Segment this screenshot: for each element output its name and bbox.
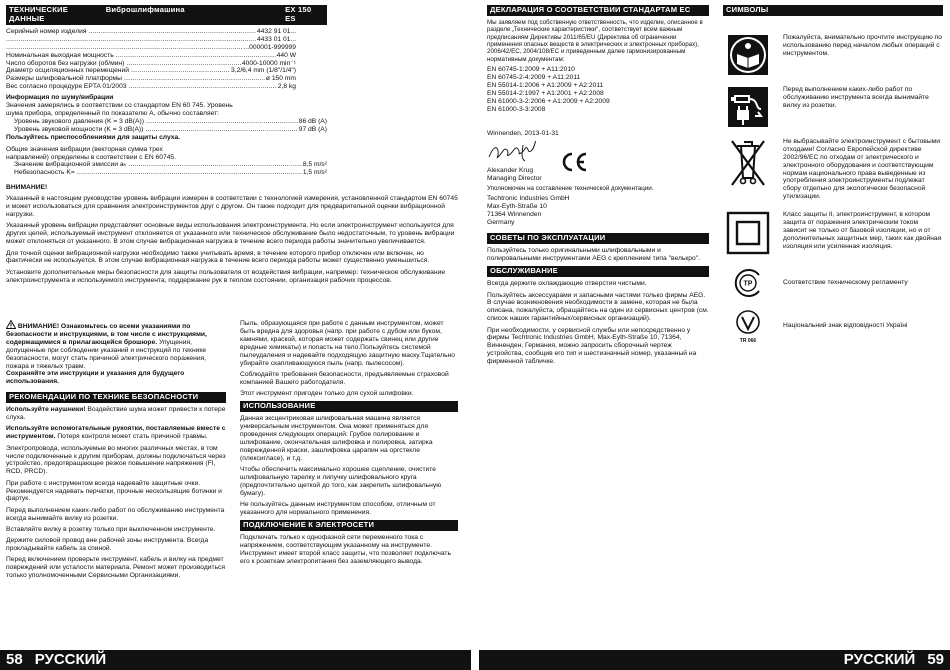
row-label: Диаметр осциляционных перемещений .....	[6, 67, 230, 75]
row-label: Серийный номер изделия .....	[6, 28, 256, 36]
list-item: Techtronic Industries GmbH	[487, 195, 570, 203]
specs-subtitle: Виброшлифмашина	[105, 5, 185, 14]
list-item: EN 60745-2-4:2009 + A11:2011	[487, 74, 581, 82]
standards-list	[487, 66, 709, 113]
table-row	[14, 126, 327, 134]
maintenance-title: ОБСЛУЖИВАНИЕ	[487, 266, 709, 277]
symbol-weee	[723, 138, 943, 201]
row-value: ø 150 mm	[265, 75, 296, 83]
tech-doc-note: Уполномочен на составление технической документации.	[487, 184, 654, 192]
safety-p8: Перед включением проверьте инструмент, кабель и вилку на предмет повреждений или усталости материала. Ремонт может производиться только уполномоченными Сервисными Организациями.	[6, 556, 226, 580]
row-label: Значение вибрационной эмиссии aₕ .....	[14, 161, 302, 169]
row-value: ...000001-999999	[243, 43, 296, 51]
ua-mark-icon	[733, 309, 763, 343]
safety-p1: Воздействие шума может привести к потере слуха.	[6, 406, 226, 422]
table-row	[6, 44, 296, 52]
table-row	[6, 60, 296, 68]
safety-p5: Перед выполнением каких-либо работ по обслуживанию инструмента всегда вынимайте вилку из розетки.	[6, 506, 225, 522]
power-title: ПОДКЛЮЧЕНИЕ К ЭЛЕКТРОСЕТИ	[240, 520, 458, 531]
operation-title: СОВЕТЫ ПО ЭКСПЛУАТАЦИИ	[487, 233, 709, 244]
list-item: EN 61000-3-3:2008	[487, 105, 546, 113]
safety-p2-bold: Используйте вспомогательные рукоятки, поставляемые вместе с инструментом.	[6, 425, 226, 441]
vib-table	[6, 161, 327, 177]
symbol-read-manual	[723, 34, 943, 76]
dry-sanding-paragraph: Этот инструмент пригоден только для сухой шлифовки.	[240, 390, 414, 398]
noise-protect: Пользуйтесь приспособлениями для защиты слуха.	[6, 133, 181, 141]
power-p1: Подключать только к однофазной сети переменного тока с напряжением, соответствующим указанному на инструменте. Инструмент имеет второй класс защиты, что позволяет подключать его к розеткам электропитания без заземляющего вывода.	[240, 534, 451, 565]
read-manual-icon	[727, 34, 769, 76]
symbol-read-manual-text: Пожалуйста, внимательно прочтите инструкцию по использованию перед началом любых операций с инструментом.	[783, 33, 942, 57]
symbols-section	[723, 5, 943, 353]
specs-header	[6, 5, 327, 25]
class-ii-icon	[726, 211, 770, 255]
ce-mark-icon	[560, 151, 588, 173]
symbol-unplug	[723, 86, 943, 128]
row-value: 97 dB (A)	[298, 125, 327, 133]
safety-title: РЕКОМЕНДАЦИИ ПО ТЕХНИКЕ БЕЗОПАСНОСТИ	[6, 392, 226, 403]
language-label-left: РУССКИЙ	[34, 651, 107, 668]
page-59	[479, 0, 950, 670]
list-item: EN 55014-1:2006 + A1:2009 + A2:2011	[487, 82, 604, 90]
row-value: 1,5 m/s²	[302, 169, 327, 177]
row-value: 8,5 m/s²	[302, 161, 327, 169]
row-value: 440 W	[276, 51, 296, 59]
weee-bin-icon	[727, 138, 769, 188]
specs-model: EX 150 ES	[285, 5, 312, 23]
attention-p3: Для точной оценки вибрационной нагрузки необходимо также учитывать время, в течение которого прибор отключен или включен, но фактически не используется. В этом случае вибрационная нагрузка в течение всего периода работы может существенно уменьшиться.	[6, 249, 430, 265]
symbol-gost	[723, 267, 943, 299]
safety-p4: При работе с инструментом всегда надевайте защитные очки. Рекомендуется надевать перчатки, прочные нескользящие ботинки и фартук.	[6, 479, 222, 503]
safety-p1-bold: Используйте наушники!	[6, 406, 86, 414]
safety-p6: Вставляйте вилку в розетку только при выключенном инструменте.	[6, 525, 216, 533]
symbols-title: СИМВОЛЫ	[723, 5, 943, 16]
unplug-icon	[727, 86, 769, 128]
row-label: Размеры шлифовальной платформы .....	[6, 75, 265, 83]
symbol-unplug-text: Перед выполнением каких-либо работ по обслуживанию инструмента всегда вынимайте вилку из розетки.	[783, 85, 929, 109]
row-value: 4433 01 01...	[256, 35, 296, 43]
declaration-section	[487, 5, 709, 369]
left-column-2	[240, 320, 458, 569]
table-row	[14, 169, 327, 177]
warning-icon	[6, 320, 16, 329]
table-row	[6, 36, 296, 44]
footer-right	[479, 650, 950, 670]
row-label: Вес согласно процедуре EPTA 01/2003 .....	[6, 83, 277, 91]
list-item: EN 55014-2:1997 + A1:2001 + A2:2008	[487, 89, 604, 97]
symbol-ua	[723, 309, 943, 343]
attention-p2: Указанный уровень вибрации представляет основные виды использования электроинструмента. Но если электроинструмент используется для других целей, используемый инструмент отклоняется от указанного или техническое обслуживание было недостаточным, то уровень вибрации может отклоняться от указанного. В этом случае вибрационная нагрузка в течение всего периода работы значительно увеличивается.	[6, 222, 455, 246]
operation-p1: Пользуйтесь только оригинальными шлифовальными и полировальными инструментами AEG с креплением типа "велькро".	[487, 247, 700, 262]
row-label	[6, 44, 243, 52]
ua-mark-label: TR 066	[739, 338, 757, 344]
table-row	[6, 67, 296, 75]
list-item: EN 61000-3-2:2006 + A1:2009 + A2:2009	[487, 97, 610, 105]
signer-name: Alexander Krug	[487, 166, 534, 174]
table-row	[6, 75, 296, 83]
declaration-intro: Мы заявляем под собственную ответственность, что изделие, описанное в разделе „Технические характеристики“, соответствует всем важным предписаниям Директивы 2011/65/EU (Директива об ограничении применения опасных веществ в электрических и электронных приборах), 2006/42/EC, 2004/108/EC и приведенным далее гармонизированным нормативным документам:	[487, 18, 703, 63]
use-p2: Чтобы обеспечить максимально хорошее сцепление, очистите шлифовальную тарелку и липучку шлифовального круга (предпочтительно щеткой до того, как закрепить шлифовальную бумагу).	[240, 466, 442, 497]
declaration-place-date: Winnenden, 2013-01-31	[487, 129, 559, 137]
page-number-left: 58	[6, 651, 23, 668]
symbol-ua-text: Національний знак відповідності Україні	[783, 322, 908, 330]
row-value: 4000-10000 min⁻¹	[241, 59, 296, 67]
insurance-paragraph: Соблюдайте требования безопасности, предъявляемые страховой компанией Вашего работодателя.	[240, 370, 449, 386]
table-row	[14, 161, 327, 169]
safety-p3: Электропровода, используемые во многих различных местах, в том числе подключенные к другим приборам, должны подключаться через устройство, предотвращающее резкое повышение напряжения (FI, RCD, PRCD).	[6, 444, 226, 476]
list-item: EN 60745-1:2009 + A11:2010	[487, 66, 575, 74]
signature-icon	[487, 141, 541, 167]
noise-intro: Значения замерялись в соответствии со стандартом EN 60 745. Уровень шума прибора, определенный по показателю А, обычно составляет:	[6, 102, 233, 117]
row-label: Число оборотов без нагрузки (об/мин) .....	[6, 60, 241, 68]
attention-p1: Указанный в настоящем руководстве уровень вибрации измерен в соответствии с технологией измерения, установленной стандартом EN 60745 и может использоваться для сравнения электроинструментов друг с другом. Он также подходит для предварительной оценки вибрационной нагрузки.	[6, 195, 458, 219]
declaration-title: ДЕКЛАРАЦИЯ О СООТВЕТСТВИИ СТАНДАРТАМ ЕС	[487, 5, 709, 16]
table-row	[6, 83, 296, 91]
maintenance-p1: Всегда держите охлаждающие отверстия чистыми.	[487, 280, 647, 288]
warning-block	[6, 320, 226, 386]
vib-intro: Общие значения вибрации (векторная сумма трех направлений) определены в соответствии с EN 60745.	[6, 145, 176, 161]
manufacturer-address	[487, 195, 709, 227]
gost-mark-label: TP	[743, 280, 753, 288]
symbol-class-ii-text: Класс защиты II, электроинструмент, в котором защита от поражения электрическим током зависит не только от базовой изоляции, но и от дополнительных защитных мер, таких как двойная изоляция или усиленная изоляция.	[783, 211, 942, 250]
use-p1: Данная эксцентриковая шлифовальная машина является универсальным инструментом. Она может применяться для проведения следующих операций: Грубое полирование и шлифование, окончательная шлифовка и полировка, затирка поврежденной краски, зашлифовка царапин на оргстекле (плексигласе), и т.д.	[240, 415, 433, 462]
row-value: 2,8 kg	[277, 83, 296, 91]
footer-left	[0, 650, 471, 670]
list-item: Max-Eyth-Straße 10	[487, 203, 547, 211]
list-item: Germany	[487, 219, 515, 227]
row-value: 86 dB (A)	[298, 117, 327, 125]
symbol-weee-text: Не выбрасывайте электроинструмент с бытовыми отходами! Согласно Европейской директиве 2002/96/EC по отходам от электрического и электронного оборудования и соответствующим нормам национального права выведенные из употребления электроинструменты подлежат сбору отдельно для экологически безопасной утилизации.	[783, 137, 940, 201]
spec-table	[6, 28, 296, 91]
row-label: Номинальная выходная мощность .....	[6, 52, 276, 60]
noise-table	[6, 118, 327, 134]
row-label: Уровень звуковой мощности (K = 3 dB(A)) .....	[14, 126, 298, 134]
row-label: Небезопасность K= .....	[14, 169, 302, 177]
table-row	[6, 28, 296, 36]
warning-text: Упущения, допущенные при соблюдении указаний и инструкций по технике безопасности, могут стать причиной электрического поражения, пожара и тяжелых травм.	[6, 338, 207, 370]
warning-save: Сохраняйте эти инструкции и указания для будущего использования.	[6, 370, 185, 386]
use-title: ИСПОЛЬЗОВАНИЕ	[240, 401, 458, 412]
table-row	[14, 118, 327, 126]
row-label: Уровень звукового давления (K = 3 dB(A)) .....	[14, 118, 298, 126]
safety-p2: Потеря контроля может стать причиной травмы.	[55, 433, 208, 441]
use-p3: Не пользуйтесь данным инструментом способом, отличным от указанного для нормального применения.	[240, 501, 436, 517]
gost-mark-icon	[732, 267, 764, 299]
table-row	[6, 52, 296, 60]
page-number-right: 59	[927, 651, 944, 668]
symbol-gost-text: Соответствие техническому регламенту	[783, 279, 908, 287]
left-column-1	[6, 320, 226, 584]
attention-section	[6, 184, 458, 288]
noise-title: Информация по шуму/вибрации	[6, 94, 114, 102]
safety-p7: Держите силовой провод вне рабочей зоны инструмента. Всегда прокладывайте кабель за спиной.	[6, 537, 209, 553]
maintenance-p2: Пользуйтесь аксессуарами и запасными частями только фирмы AEG. В случае возникновения необходимости в замене, которая не была описана, пожалуйста, обращайтесь на один из сервисных центров (см. список наших гарантийных/сервисных организаций).	[487, 291, 709, 323]
language-label-right: РУССКИЙ	[843, 651, 916, 668]
symbol-class-ii	[723, 211, 943, 255]
specs-section	[6, 5, 327, 177]
dust-paragraph: Пыль, образующаяся при работе с данным инструментом, может быть вредна для здоровья (напр. при работе с дубом или буком, камнями, краской, которая может содержать свинец или другие вредные химикаты) и попасть на тело.Пользуйтесь системой пылеудаления и надевайте подходящую защитную маску.Тщательно убирайте скапливающуюся пыль (напр. пылесосом).	[240, 320, 455, 367]
row-value: 3,2/6,4 mm (1/8"/1/4")	[231, 67, 296, 75]
maintenance-p3: При необходимости, у сервисной службы или непосредственно у фирмы Techtronic Industries GmbH, Max-Eyth-Straße 10, 71364, Винненден, Германия, можно запросить сборочный чертеж устройства, сообщив его тип и шестизначный номер, указанный на фирменной табличке.	[487, 326, 697, 366]
row-label	[6, 36, 256, 44]
specs-title: ТЕХНИЧЕСКИЕ ДАННЫЕ	[9, 5, 68, 23]
row-value: 4432 91 01...	[256, 27, 296, 35]
list-item: 71364 Winnenden	[487, 211, 542, 219]
page-58	[0, 0, 471, 670]
attention-title: ВНИМАНИЕ!	[6, 184, 48, 191]
attention-p4: Установите дополнительные меры безопасности для защиты пользователя от воздействия вибрации, например: техническое обслуживание электроинструмента и используемого инструмента, поддержание рук в теплом состоянии, организация рабочих процессов.	[6, 268, 446, 284]
signer-role: Managing Director	[487, 174, 542, 182]
warning-bold: ВНИМАНИЕ! Ознакомьтесь со всеми указаниями по безопасности и инструкциями, в том числе с инструкциями, содержащимися в прилагающейся брошюре.	[6, 323, 207, 346]
